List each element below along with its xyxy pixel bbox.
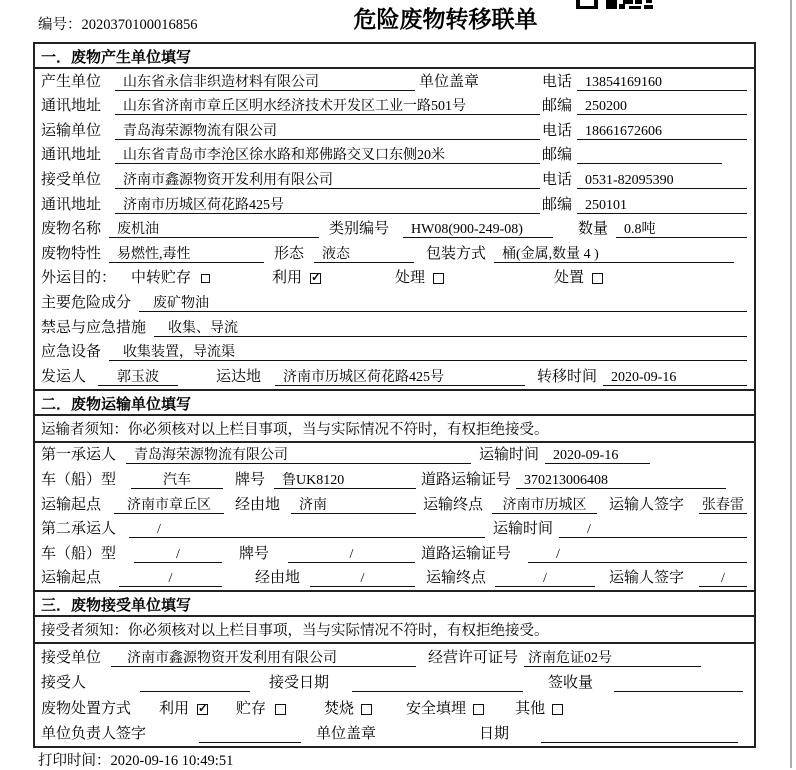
quantity-value: 0.8吨 bbox=[616, 221, 747, 238]
end2-label: 运输终点 bbox=[426, 570, 487, 587]
via2-label: 经由地 bbox=[255, 570, 301, 587]
equipment-label: 应急设备 bbox=[41, 344, 102, 361]
vehicle1-label: 车（船）型 bbox=[41, 471, 117, 488]
category-value: HW08(900-249-08) bbox=[403, 221, 553, 238]
section3-notice: 接受者须知：你必须核对以上栏目事项，当与实际情况不符时，有权拒绝接受。 bbox=[35, 617, 754, 644]
date-value bbox=[541, 726, 738, 743]
via1-label: 经由地 bbox=[235, 496, 281, 513]
vehicle1-value: 汽车 bbox=[131, 472, 223, 489]
vehicle2-label: 车（船）型 bbox=[41, 545, 117, 562]
section2-notice: 运输者须知：你必须核对以上栏目事项，当与实际情况不符时，有权拒绝接受。 bbox=[35, 416, 754, 443]
address3-label: 通讯地址 bbox=[41, 196, 102, 213]
responsible-sign-value bbox=[199, 726, 301, 743]
end1-value: 济南市历城区 bbox=[492, 497, 597, 514]
plate2-value: / bbox=[288, 546, 415, 563]
plate1-label: 牌号 bbox=[235, 471, 266, 488]
row-disposal-method bbox=[35, 695, 754, 721]
traits-value: 易燃性,毒性 bbox=[109, 246, 264, 263]
via1-value: 济南 bbox=[291, 497, 416, 514]
packing-label: 包装方式 bbox=[426, 245, 487, 262]
serial-value: 2020370100016856 bbox=[81, 17, 198, 33]
purpose-option-dispose-label: 处置 bbox=[554, 270, 585, 287]
end2-value: / bbox=[495, 570, 595, 587]
receiver-value: 济南市鑫源物资开发利用有限公司 bbox=[115, 172, 540, 189]
phone1-label: 电话 bbox=[542, 73, 573, 90]
origin2-value: / bbox=[119, 570, 222, 587]
receipt-qty-value bbox=[614, 675, 743, 692]
accept-unit-label: 接受单位 bbox=[41, 649, 102, 666]
phone3-value: 0531-82095390 bbox=[577, 172, 747, 189]
address3-value: 济南市历城区荷花路425号 bbox=[115, 197, 540, 214]
row-receiver bbox=[35, 167, 754, 192]
receiver-label: 接受单位 bbox=[41, 171, 102, 188]
disposal-storage-label: 贮存 bbox=[236, 700, 267, 717]
origin1-value: 济南市章丘区 bbox=[114, 497, 224, 514]
plate2-label: 牌号 bbox=[239, 545, 270, 562]
row-acceptor bbox=[35, 670, 754, 696]
accept-date-label: 接受日期 bbox=[269, 675, 330, 692]
origin2-label: 运输起点 bbox=[41, 570, 102, 587]
phone1-value: 13854169160 bbox=[577, 74, 747, 91]
print-time bbox=[38, 749, 233, 770]
sign2-value: / bbox=[699, 570, 747, 587]
print-time-label: 打印时间： bbox=[38, 753, 111, 769]
equipment-value: 收集装置，导流渠 bbox=[109, 344, 747, 361]
purpose-label: 外运目的： bbox=[41, 270, 117, 287]
zip1-value: 250200 bbox=[577, 98, 747, 115]
section1-heading: 一．废物产生单位填写 bbox=[35, 44, 754, 69]
sign1-label: 运输人签字 bbox=[609, 496, 685, 513]
qr-code-fragment bbox=[576, 0, 654, 9]
row-vehicle2 bbox=[35, 541, 754, 566]
road-license2-value: / bbox=[528, 546, 747, 563]
transport-time2-value: / bbox=[559, 521, 747, 538]
purpose-option-treat-label: 处理 bbox=[395, 270, 426, 287]
address1-label: 通讯地址 bbox=[41, 98, 102, 115]
checkbox-utilize bbox=[310, 273, 321, 284]
shipper-label: 发运人 bbox=[41, 368, 87, 385]
row-shipper bbox=[35, 364, 754, 389]
carrier1-label: 第一承运人 bbox=[41, 447, 117, 464]
form-value: 液态 bbox=[314, 246, 414, 263]
phone2-label: 电话 bbox=[542, 122, 573, 139]
row-transporter bbox=[35, 118, 754, 143]
address2-label: 通讯地址 bbox=[41, 147, 102, 164]
row-route2 bbox=[35, 566, 754, 591]
row-responsible-sign bbox=[35, 721, 754, 747]
sign1-value: 张春雷 bbox=[699, 497, 747, 514]
phone2-value: 18661672606 bbox=[577, 123, 747, 140]
checkbox-disposal-utilize bbox=[197, 704, 208, 715]
row-carrier2 bbox=[35, 517, 754, 542]
row-route1 bbox=[35, 492, 754, 517]
print-time-value: 2020-09-16 10:49:51 bbox=[110, 753, 234, 769]
end1-label: 运输终点 bbox=[423, 496, 484, 513]
row-waste-name bbox=[35, 217, 754, 242]
hazard-label: 主要危险成分 bbox=[41, 294, 132, 311]
row-producer-address bbox=[35, 94, 754, 119]
zip3-label: 邮编 bbox=[542, 196, 573, 213]
zip1-label: 邮编 bbox=[542, 98, 573, 115]
seal-label: 单位盖章 bbox=[419, 73, 480, 90]
row-hazard bbox=[35, 290, 754, 315]
row-purpose bbox=[35, 266, 754, 291]
plate1-value: 鲁UK8120 bbox=[274, 472, 416, 489]
checkbox-dispose bbox=[592, 273, 603, 284]
producer-value: 山东省永信非织造材料有限公司 bbox=[115, 74, 415, 91]
serial-label: 编号： bbox=[38, 17, 82, 33]
acceptor-label: 接受人 bbox=[41, 675, 87, 692]
section2-heading: 二．废物运输单位填写 bbox=[35, 389, 754, 416]
row-vehicle1 bbox=[35, 467, 754, 492]
row-carrier1 bbox=[35, 443, 754, 468]
checkbox-disposal-other bbox=[552, 704, 563, 715]
checkbox-treat bbox=[433, 273, 444, 284]
page-title: 危险废物转移联单 bbox=[353, 7, 538, 32]
waste-name-label: 废物名称 bbox=[41, 221, 102, 238]
transfer-time-value: 2020-09-16 bbox=[603, 369, 747, 386]
road-license1-value: 370213006408 bbox=[516, 472, 726, 489]
accept-unit-value: 济南市鑫源物资开发利用有限公司 bbox=[111, 650, 416, 667]
taboo-value: 收集、导流 bbox=[154, 320, 747, 337]
page-edge-divider bbox=[790, 0, 792, 768]
date-label: 日期 bbox=[479, 726, 510, 743]
form-label: 形态 bbox=[274, 245, 305, 262]
row-emergency-equipment bbox=[35, 340, 754, 365]
road-license1-label: 道路运输证号 bbox=[421, 471, 512, 488]
road-license2-label: 道路运输证号 bbox=[421, 545, 512, 562]
disposal-utilize-label: 利用 bbox=[159, 700, 190, 717]
address1-value: 山东省济南市章丘区明水经济技术开发区工业一路501号 bbox=[115, 98, 540, 115]
disposal-label: 废物处置方式 bbox=[41, 700, 132, 717]
origin1-label: 运输起点 bbox=[41, 496, 102, 513]
row-taboo bbox=[35, 315, 754, 340]
responsible-sign-label: 单位负责人签字 bbox=[41, 726, 147, 743]
phone3-label: 电话 bbox=[542, 171, 573, 188]
disposal-landfill-label: 安全填埋 bbox=[406, 700, 467, 717]
taboo-label: 禁忌与应急措施 bbox=[41, 319, 147, 336]
zip2-value bbox=[577, 147, 722, 164]
row-accept-unit bbox=[35, 644, 754, 670]
disposal-other-label: 其他 bbox=[515, 700, 546, 717]
hazard-value: 废矿物油 bbox=[139, 295, 747, 312]
zip3-value: 250101 bbox=[577, 197, 747, 214]
disposal-incinerate-label: 焚烧 bbox=[324, 700, 355, 717]
carrier1-value: 青岛海荣源物流有限公司 bbox=[126, 447, 471, 464]
purpose-option-transfer-label: 中转贮存 bbox=[131, 270, 192, 287]
transport-time2-label: 运输时间 bbox=[493, 521, 554, 538]
carrier2-value: / bbox=[129, 521, 485, 538]
carrier2-label: 第二承运人 bbox=[41, 521, 117, 538]
transfer-time-label: 转移时间 bbox=[537, 368, 598, 385]
address2-value: 山东省青岛市李沧区徐水路和郑佛路交叉口东侧20米 bbox=[115, 147, 540, 164]
transport-time1-value: 2020-09-16 bbox=[545, 447, 650, 464]
checkbox-disposal-storage bbox=[275, 704, 286, 715]
row-producer bbox=[35, 69, 754, 94]
sign2-label: 运输人签字 bbox=[609, 570, 685, 587]
packing-value: 桶(金属,数量 4 ) bbox=[494, 246, 734, 263]
checkbox-disposal-incinerate bbox=[361, 704, 372, 715]
accept-date-value bbox=[352, 675, 523, 692]
receipt-qty-label: 签收量 bbox=[548, 675, 594, 692]
manifest-table bbox=[33, 42, 756, 748]
vehicle2-value: / bbox=[134, 546, 222, 563]
unit-seal-label: 单位盖章 bbox=[316, 726, 377, 743]
producer-label: 产生单位 bbox=[41, 73, 102, 90]
operate-license-value: 济南危证02号 bbox=[524, 650, 701, 667]
row-receiver-address bbox=[35, 192, 754, 217]
checkbox-disposal-landfill bbox=[473, 704, 484, 715]
shipper-value: 郭玉波 bbox=[98, 369, 178, 386]
transporter-label: 运输单位 bbox=[41, 122, 102, 139]
transport-time1-label: 运输时间 bbox=[479, 447, 540, 464]
serial-number bbox=[38, 13, 198, 34]
waste-name-value: 废机油 bbox=[109, 221, 319, 238]
row-waste-traits bbox=[35, 241, 754, 266]
quantity-label: 数量 bbox=[578, 221, 609, 238]
acceptor-value bbox=[140, 675, 250, 692]
row-transporter-address bbox=[35, 143, 754, 168]
section3-heading: 三．废物接受单位填写 bbox=[35, 590, 754, 617]
operate-license-label: 经营许可证号 bbox=[428, 649, 519, 666]
traits-label: 废物特性 bbox=[41, 245, 102, 262]
checkbox-transfer-storage bbox=[201, 274, 210, 283]
purpose-option-utilize-label: 利用 bbox=[272, 270, 303, 287]
zip2-label: 邮编 bbox=[542, 147, 573, 164]
destination-value: 济南市历城区荷花路425号 bbox=[275, 369, 525, 386]
via2-value: / bbox=[310, 570, 415, 587]
destination-label: 运达地 bbox=[216, 368, 262, 385]
category-label: 类别编号 bbox=[329, 221, 390, 238]
transporter-value: 青岛海荣源物流有限公司 bbox=[115, 123, 540, 140]
